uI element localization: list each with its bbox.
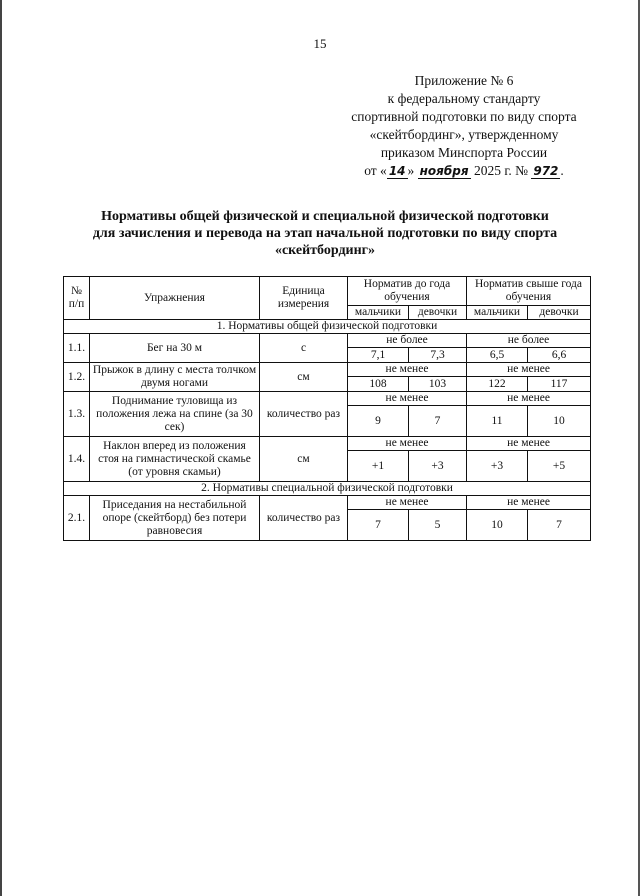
value-cell: 7 [348, 510, 409, 541]
date-mid: » [407, 163, 415, 178]
row-exercise: Прыжок в длину с места толчком двумя ногами [90, 363, 260, 392]
scan-edge-left [0, 0, 2, 896]
value-cell: 7,1 [348, 348, 409, 363]
appendix-line: спортивной подготовки по виду спорта [351, 109, 577, 124]
value-cell: +5 [528, 451, 591, 482]
appendix-date-line [340, 162, 588, 180]
row-unit: количество раз [260, 392, 348, 437]
value-cell: 122 [467, 377, 528, 392]
row-unit: количество раз [260, 496, 348, 541]
row-condition: не менее [467, 392, 591, 406]
page-number: 15 [313, 36, 327, 51]
row-condition: не менее [467, 363, 591, 377]
row-condition: не менее [348, 437, 467, 451]
row-unit: с [260, 334, 348, 363]
row-exercise: Поднимание туловища из положения лежа на спине (за 30 сек) [90, 392, 260, 437]
date-suffix: . [560, 163, 564, 178]
order-number-handwritten: 972 [533, 164, 559, 178]
value-cell: 7,3 [409, 348, 467, 363]
value-cell: 10 [467, 510, 528, 541]
row-condition: не менее [348, 496, 467, 510]
row-num: 1.1. [64, 334, 90, 363]
norms-table [63, 276, 591, 541]
header-boys: мальчики [348, 306, 409, 320]
appendix-line: Приложение № 6 [414, 73, 514, 88]
value-cell: 103 [409, 377, 467, 392]
row-num: 1.2. [64, 363, 90, 392]
title-line: для зачисления и перевода на этап начальной подготовки по виду спорта [92, 226, 558, 241]
value-cell: 6,6 [528, 348, 591, 363]
header-boys: мальчики [467, 306, 528, 320]
value-cell: 9 [348, 406, 409, 437]
row-condition: не менее [467, 437, 591, 451]
row-num: 1.3. [64, 392, 90, 437]
date-month-handwritten: ноября [419, 164, 469, 178]
row-unit: см [260, 437, 348, 482]
value-cell: 108 [348, 377, 409, 392]
row-condition: не более [467, 334, 591, 348]
value-cell: +3 [467, 451, 528, 482]
header-exercise: Упражнения [90, 277, 260, 320]
row-exercise: Приседания на нестабильной опоре (скейтборд) без потери равновесия [90, 496, 260, 541]
value-cell: 6,5 [467, 348, 528, 363]
section-title: 1. Нормативы общей физической подготовки [64, 320, 591, 334]
title-line: «скейтбординг» [274, 243, 376, 258]
value-cell: +3 [409, 451, 467, 482]
row-condition: не менее [348, 363, 467, 377]
header-norm-above-year: Норматив свыше года обучения [467, 277, 591, 306]
row-unit: см [260, 363, 348, 392]
value-cell: 117 [528, 377, 591, 392]
row-num: 2.1. [64, 496, 90, 541]
row-condition: не менее [467, 496, 591, 510]
header-girls: девочки [528, 306, 591, 320]
section-title: 2. Нормативы специальной физической подготовки [64, 482, 591, 496]
appendix-line: приказом Минспорта России [380, 145, 548, 160]
row-condition: не более [348, 334, 467, 348]
header-unit: Единица измерения [260, 277, 348, 320]
value-cell: 5 [409, 510, 467, 541]
header-girls: девочки [409, 306, 467, 320]
row-num: 1.4. [64, 437, 90, 482]
value-cell: 10 [528, 406, 591, 437]
date-day-handwritten: 14 [388, 164, 406, 178]
header-norm-to-year: Норматив до года обучения [348, 277, 467, 306]
value-cell: +1 [348, 451, 409, 482]
row-exercise: Бег на 30 м [90, 334, 260, 363]
title-line: Нормативы общей физической и специальной физической подготовки [101, 209, 549, 224]
appendix-block [340, 72, 588, 180]
value-cell: 7 [528, 510, 591, 541]
date-prefix: от « [364, 163, 387, 178]
value-cell: 7 [409, 406, 467, 437]
header-num: № п/п [64, 277, 90, 320]
document-title [60, 208, 590, 259]
appendix-line: к федеральному стандарту [387, 91, 541, 106]
row-exercise: Наклон вперед из положения стоя на гимнастической скамье (от уровня скамьи) [90, 437, 260, 482]
appendix-line: «скейтбординг», утвержденному [369, 127, 559, 142]
row-condition: не менее [348, 392, 467, 406]
value-cell: 11 [467, 406, 528, 437]
date-year: 2025 г. № [473, 163, 528, 178]
